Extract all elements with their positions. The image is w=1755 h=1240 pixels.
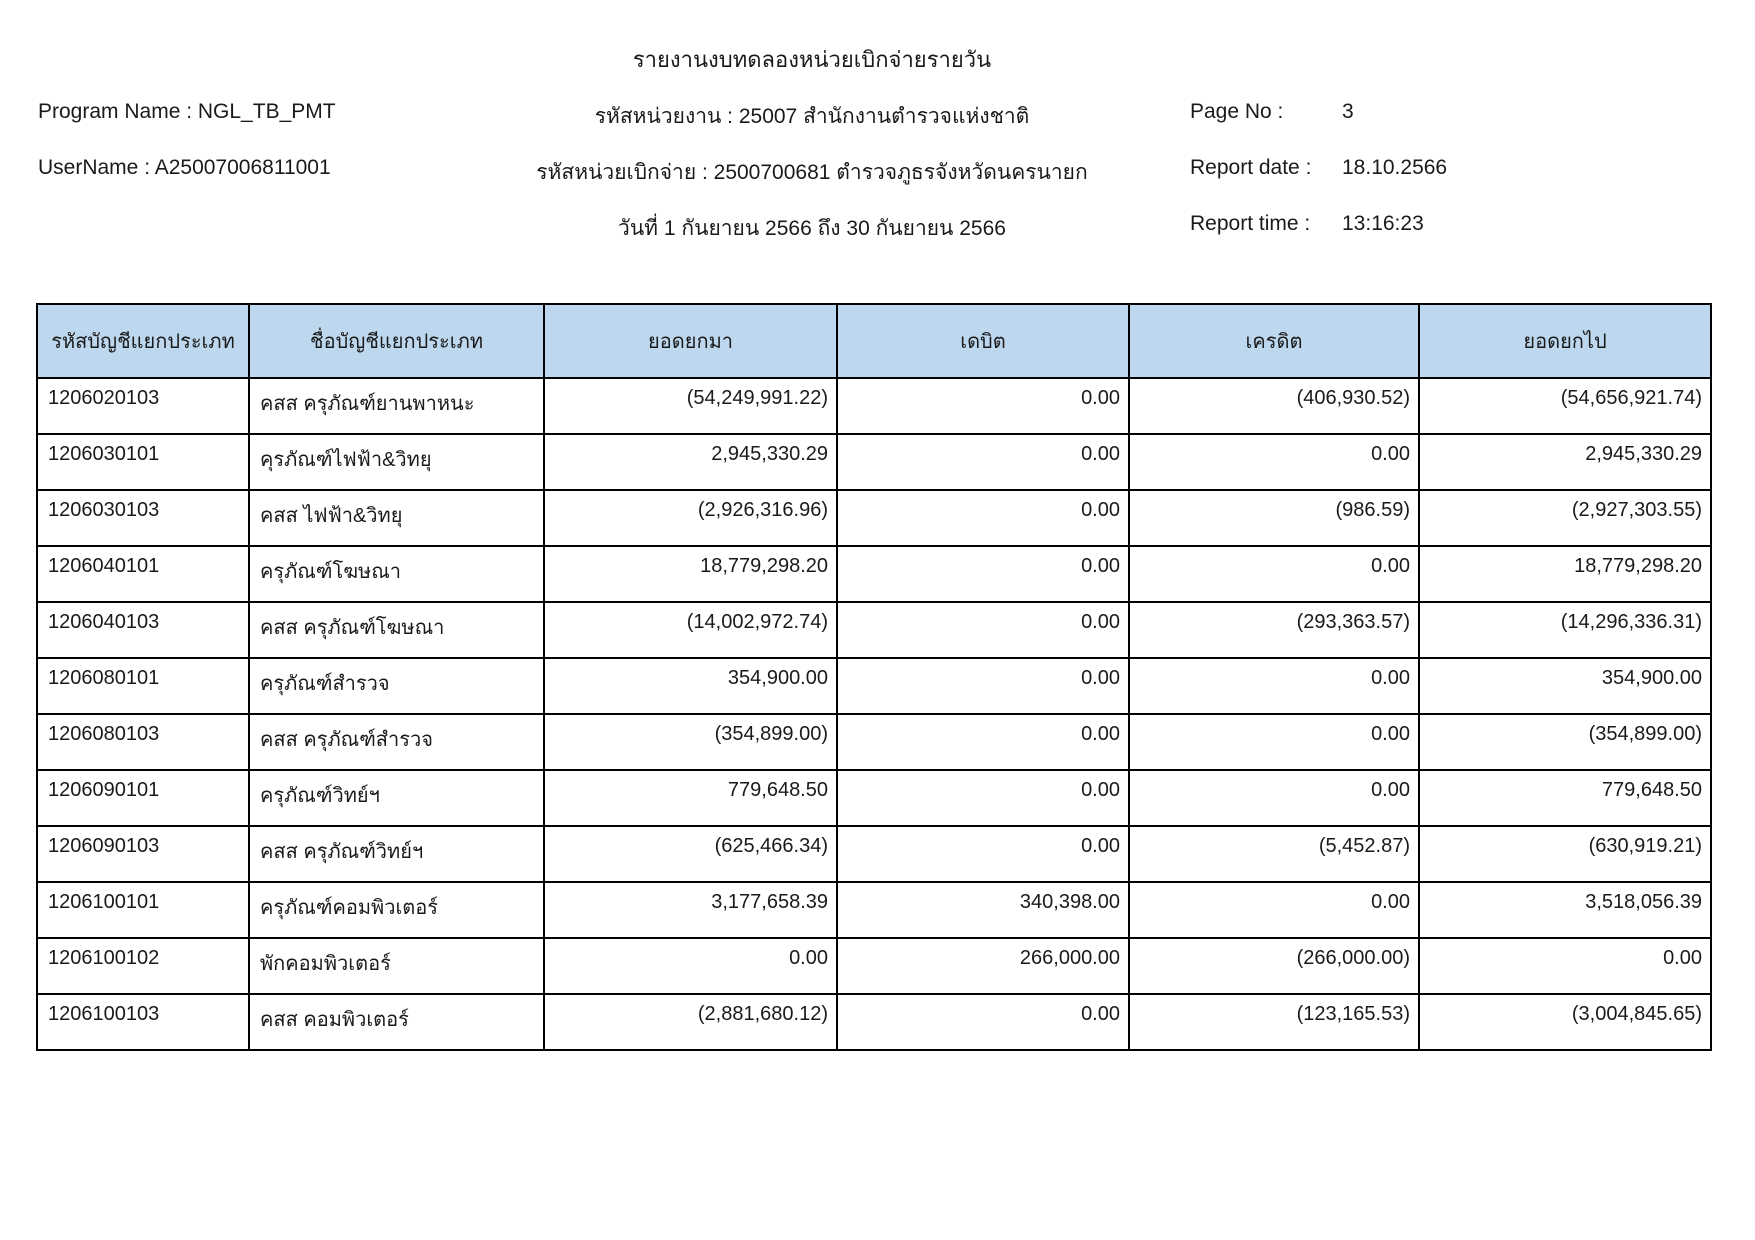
amount-cell: (266,000.00) (1129, 938, 1419, 994)
amount-cell: 0.00 (1129, 714, 1419, 770)
amount-cell: (354,899.00) (1419, 714, 1711, 770)
account-name-cell: คสส ครุภัณฑ์โฆษณา (249, 602, 544, 658)
report-time-value: 13:16:23 (1342, 212, 1424, 235)
account-name-cell: ครุภัณฑ์วิทย์ฯ (249, 770, 544, 826)
account-code-cell: 1206100103 (37, 994, 249, 1050)
table-row (37, 938, 1711, 994)
account-name-cell: คสส ครุภัณฑ์สำรวจ (249, 714, 544, 770)
amount-cell: 3,518,056.39 (1419, 882, 1711, 938)
report-date-value: 18.10.2566 (1342, 156, 1448, 179)
amount-cell: (14,296,336.31) (1419, 602, 1711, 658)
amount-cell: 340,398.00 (837, 882, 1129, 938)
amount-cell: (986.59) (1129, 490, 1419, 546)
amount-cell: 18,779,298.20 (544, 546, 837, 602)
amount-cell: (406,930.52) (1129, 378, 1419, 434)
account-code-cell: 1206030101 (37, 434, 249, 490)
account-code-cell: 1206100102 (37, 938, 249, 994)
report-title: รายงานงบทดลองหน่วยเบิกจ่ายรายวัน (632, 47, 992, 72)
amount-cell: 0.00 (837, 602, 1129, 658)
account-code-cell: 1206100101 (37, 882, 249, 938)
amount-cell: 2,945,330.29 (1419, 434, 1711, 490)
amount-cell: (54,249,991.22) (544, 378, 837, 434)
amount-cell: 18,779,298.20 (1419, 546, 1711, 602)
account-name-cell: คุรภัณฑ์ไฟฟ้า&วิทยุ (249, 434, 544, 490)
report-time-label: Report time : (1190, 212, 1311, 235)
account-code-cell: 1206080101 (37, 658, 249, 714)
account-name-cell: คสส คอมพิวเตอร์ (249, 994, 544, 1050)
account-name-cell: ครุภัณฑ์คอมพิวเตอร์ (249, 882, 544, 938)
account-code-cell: 1206040103 (37, 602, 249, 658)
amount-cell: (2,927,303.55) (1419, 490, 1711, 546)
amount-cell: 0.00 (837, 378, 1129, 434)
amount-cell: 779,648.50 (544, 770, 837, 826)
table-row (37, 994, 1711, 1050)
amount-cell: 0.00 (837, 826, 1129, 882)
amount-cell: (3,004,845.65) (1419, 994, 1711, 1050)
table-row (37, 602, 1711, 658)
account-name-cell: คสส ครุภัณฑ์วิทย์ฯ (249, 826, 544, 882)
amount-cell: 266,000.00 (837, 938, 1129, 994)
table-row (37, 490, 1711, 546)
table-row (37, 882, 1711, 938)
account-name-cell: ครุภัณฑ์สำรวจ (249, 658, 544, 714)
amount-cell: 0.00 (837, 994, 1129, 1050)
amount-cell: 0.00 (1129, 882, 1419, 938)
amount-cell: 779,648.50 (1419, 770, 1711, 826)
account-code-cell: 1206090103 (37, 826, 249, 882)
date-range-line: วันที่ 1 กันยายน 2566 ถึง 30 กันยายน 2566 (618, 217, 1006, 240)
table-row (37, 658, 1711, 714)
table-row (37, 378, 1711, 434)
table-row (37, 826, 1711, 882)
page-no-label: Page No : (1190, 100, 1284, 123)
amount-cell: 0.00 (1129, 770, 1419, 826)
account-code-cell: 1206030103 (37, 490, 249, 546)
column-header-2: ยอดยกมา (544, 304, 837, 378)
table-row (37, 434, 1711, 490)
amount-cell: 0.00 (837, 714, 1129, 770)
account-code-cell: 1206090101 (37, 770, 249, 826)
account-name-cell: ครุภัณฑ์โฆษณา (249, 546, 544, 602)
trial-balance-table (36, 303, 1712, 1051)
report-date-label: Report date : (1190, 156, 1312, 179)
amount-cell: (293,363.57) (1129, 602, 1419, 658)
report-table-body (37, 378, 1711, 1050)
account-name-cell: คสส ครุภัณฑ์ยานพาหนะ (249, 378, 544, 434)
amount-cell: 0.00 (1129, 658, 1419, 714)
amount-cell: (14,002,972.74) (544, 602, 837, 658)
disbursement-unit-line: รหัสหน่วยเบิกจ่าย : 2500700681 ตำรวจภูธรจังหวัดนครนายก (536, 161, 1088, 184)
amount-cell: 0.00 (837, 434, 1129, 490)
amount-cell: (625,466.34) (544, 826, 837, 882)
amount-cell: (2,881,680.12) (544, 994, 837, 1050)
table-row (37, 770, 1711, 826)
account-code-cell: 1206080103 (37, 714, 249, 770)
amount-cell: (5,452.87) (1129, 826, 1419, 882)
amount-cell: (123,165.53) (1129, 994, 1419, 1050)
column-header-5: ยอดยกไป (1419, 304, 1711, 378)
amount-cell: 354,900.00 (1419, 658, 1711, 714)
amount-cell: 0.00 (837, 770, 1129, 826)
amount-cell: 0.00 (1129, 434, 1419, 490)
amount-cell: 0.00 (837, 490, 1129, 546)
table-header-row (37, 304, 1711, 378)
agency-line: รหัสหน่วยงาน : 25007 สำนักงานตำรวจแห่งชาติ (594, 105, 1030, 128)
column-header-4: เครดิต (1129, 304, 1419, 378)
table-row (37, 546, 1711, 602)
amount-cell: 3,177,658.39 (544, 882, 837, 938)
amount-cell: 0.00 (1129, 546, 1419, 602)
amount-cell: 2,945,330.29 (544, 434, 837, 490)
amount-cell: 0.00 (837, 546, 1129, 602)
column-header-1: ชื่อบัญชีแยกประเภท (249, 304, 544, 378)
program-name-line: Program Name : NGL_TB_PMT (38, 100, 336, 123)
amount-cell: (2,926,316.96) (544, 490, 837, 546)
account-code-cell: 1206020103 (37, 378, 249, 434)
amount-cell: (354,899.00) (544, 714, 837, 770)
amount-cell: (54,656,921.74) (1419, 378, 1711, 434)
account-name-cell: พักคอมพิวเตอร์ (249, 938, 544, 994)
column-header-0: รหัสบัญชีแยกประเภท (37, 304, 249, 378)
account-code-cell: 1206040101 (37, 546, 249, 602)
amount-cell: 354,900.00 (544, 658, 837, 714)
page-no-value: 3 (1342, 100, 1354, 123)
amount-cell: 0.00 (544, 938, 837, 994)
amount-cell: (630,919.21) (1419, 826, 1711, 882)
amount-cell: 0.00 (1419, 938, 1711, 994)
amount-cell: 0.00 (837, 658, 1129, 714)
username-line: UserName : A25007006811001 (38, 156, 331, 179)
table-row (37, 714, 1711, 770)
account-name-cell: คสส ไฟฟ้า&วิทยุ (249, 490, 544, 546)
column-header-3: เดบิต (837, 304, 1129, 378)
